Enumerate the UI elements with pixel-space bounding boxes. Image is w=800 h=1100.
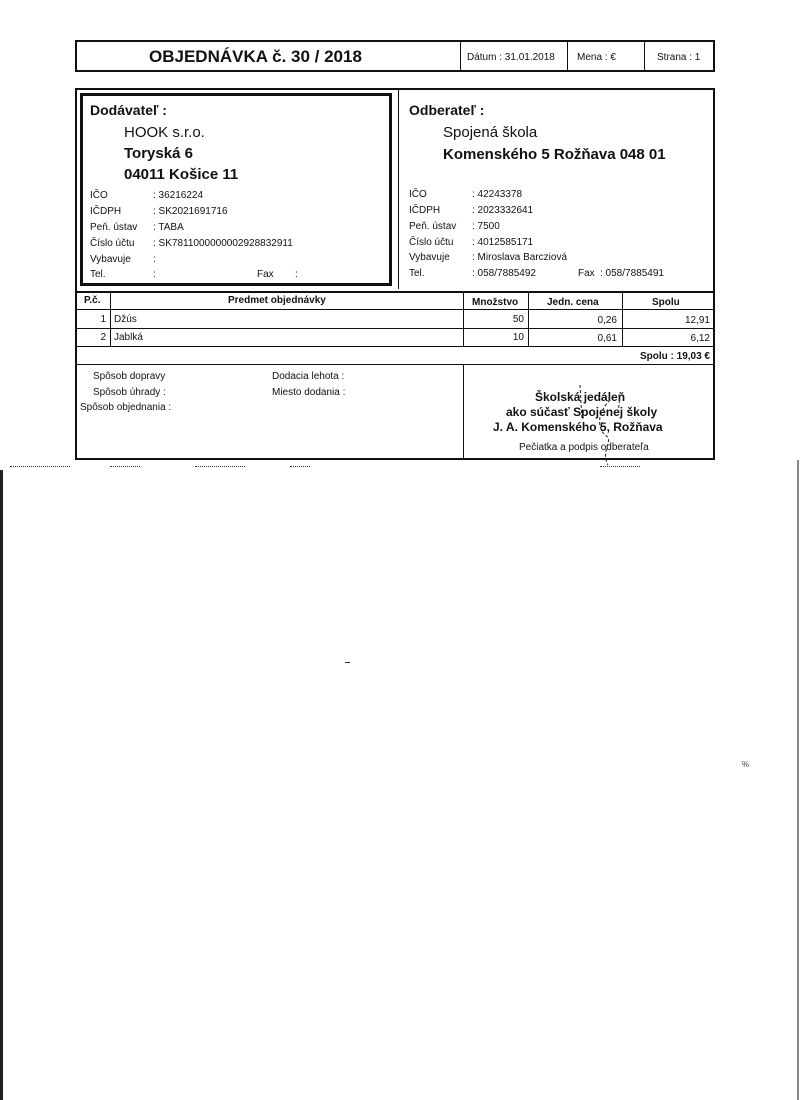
row-unit: 0,61 [597, 333, 617, 344]
sum-total: Spolu : 19,03 € [639, 351, 710, 362]
customer-key-1: IČDPH [409, 205, 441, 216]
supplier-val-3: : SK7811000000002928832911 [153, 238, 293, 249]
supplier-key-3: Číslo účtu [90, 238, 135, 249]
customer-val-1: : 2023332641 [472, 205, 534, 216]
row-item: Jablká [114, 332, 143, 343]
payment-method: Spôsob úhrady : [93, 387, 166, 398]
order-page: Strana : 1 [657, 52, 701, 63]
row-item: Džús [114, 314, 137, 325]
col-header-total: Spolu [652, 297, 680, 308]
supplier-key-0: IČO [90, 190, 108, 201]
supplier-key-1: IČDPH [90, 206, 122, 217]
supplier-val-5: : [153, 269, 156, 280]
supplier-val-4: : [153, 254, 156, 265]
order-title: OBJEDNÁVKA č. 30 / 2018 [149, 47, 362, 66]
row-no: 1 [100, 314, 106, 325]
order-method: Spôsob objednania : [80, 402, 172, 413]
supplier-key-2: Peň. ústav [90, 222, 138, 233]
supplier-name: HOOK s.r.o. [124, 124, 205, 141]
col-header-item: Predmet objednávky [228, 295, 326, 306]
customer-key-4: Vybavuje [409, 252, 450, 263]
margin-mark: % [742, 760, 750, 769]
customer-val-5: : 058/7885492 [472, 268, 536, 279]
customer-name: Spojená škola [443, 124, 538, 141]
transport-method: Spôsob dopravy [93, 371, 166, 382]
stamp-line-1: Školská jedáleň [535, 390, 626, 404]
supplier-box [80, 93, 392, 286]
order-date: Dátum : 31.01.2018 [467, 52, 555, 63]
delivery-place: Miesto dodania : [272, 387, 346, 398]
col-header-no: P.č. [84, 295, 101, 306]
row-qty: 10 [512, 332, 524, 343]
customer-val-2: : 7500 [472, 221, 500, 232]
title-bar [75, 40, 715, 72]
customer-key-2: Peň. ústav [409, 221, 457, 232]
supplier-val-2: : TABA [153, 222, 184, 233]
customer-key-3: Číslo účtu [409, 237, 454, 248]
row-total: 12,91 [684, 315, 710, 326]
supplier-val-1: : SK2021691716 [153, 206, 228, 217]
supplier-city: 04011 Košice 11 [124, 166, 239, 183]
stamp-line-3: J. A. Komenského 5, Rožňava [493, 420, 663, 434]
customer-label: Odberateľ : [409, 102, 485, 118]
row-unit: 0,26 [597, 315, 617, 326]
row-total: 6,12 [690, 333, 710, 344]
supplier-fax-label: Fax [257, 269, 274, 280]
customer-fax-label: Fax [578, 268, 595, 279]
row-qty: 50 [512, 314, 524, 325]
customer-key-0: IČO [409, 189, 427, 200]
supplier-label: Dodávateľ : [90, 102, 167, 118]
signature-scribble-icon [570, 380, 640, 470]
customer-key-5: Tel. [409, 268, 425, 279]
signature-label: Pečiatka a podpis odberateľa [519, 442, 649, 453]
col-header-qty: Množstvo [472, 297, 519, 308]
row-no: 2 [100, 332, 106, 343]
col-header-unit: Jedn. cena [547, 297, 599, 308]
customer-fax-value: : 058/7885491 [600, 268, 664, 279]
customer-val-0: : 42243378 [472, 189, 523, 200]
customer-val-3: : 4012585171 [472, 237, 534, 248]
supplier-street: Toryská 6 [124, 145, 193, 162]
supplier-key-4: Vybavuje [90, 254, 131, 265]
supplier-val-0: : 36216224 [153, 190, 204, 201]
supplier-key-5: Tel. [90, 269, 106, 280]
stamp-line-2: ako súčasť Spojenej školy [506, 405, 658, 419]
delivery-deadline: Dodacia lehota : [272, 371, 345, 382]
order-currency: Mena : € [577, 52, 616, 63]
supplier-fax-value: : [295, 269, 298, 280]
customer-address: Komenského 5 Rožňava 048 01 [443, 146, 666, 163]
customer-val-4: : Miroslava Barcziová [472, 252, 568, 263]
